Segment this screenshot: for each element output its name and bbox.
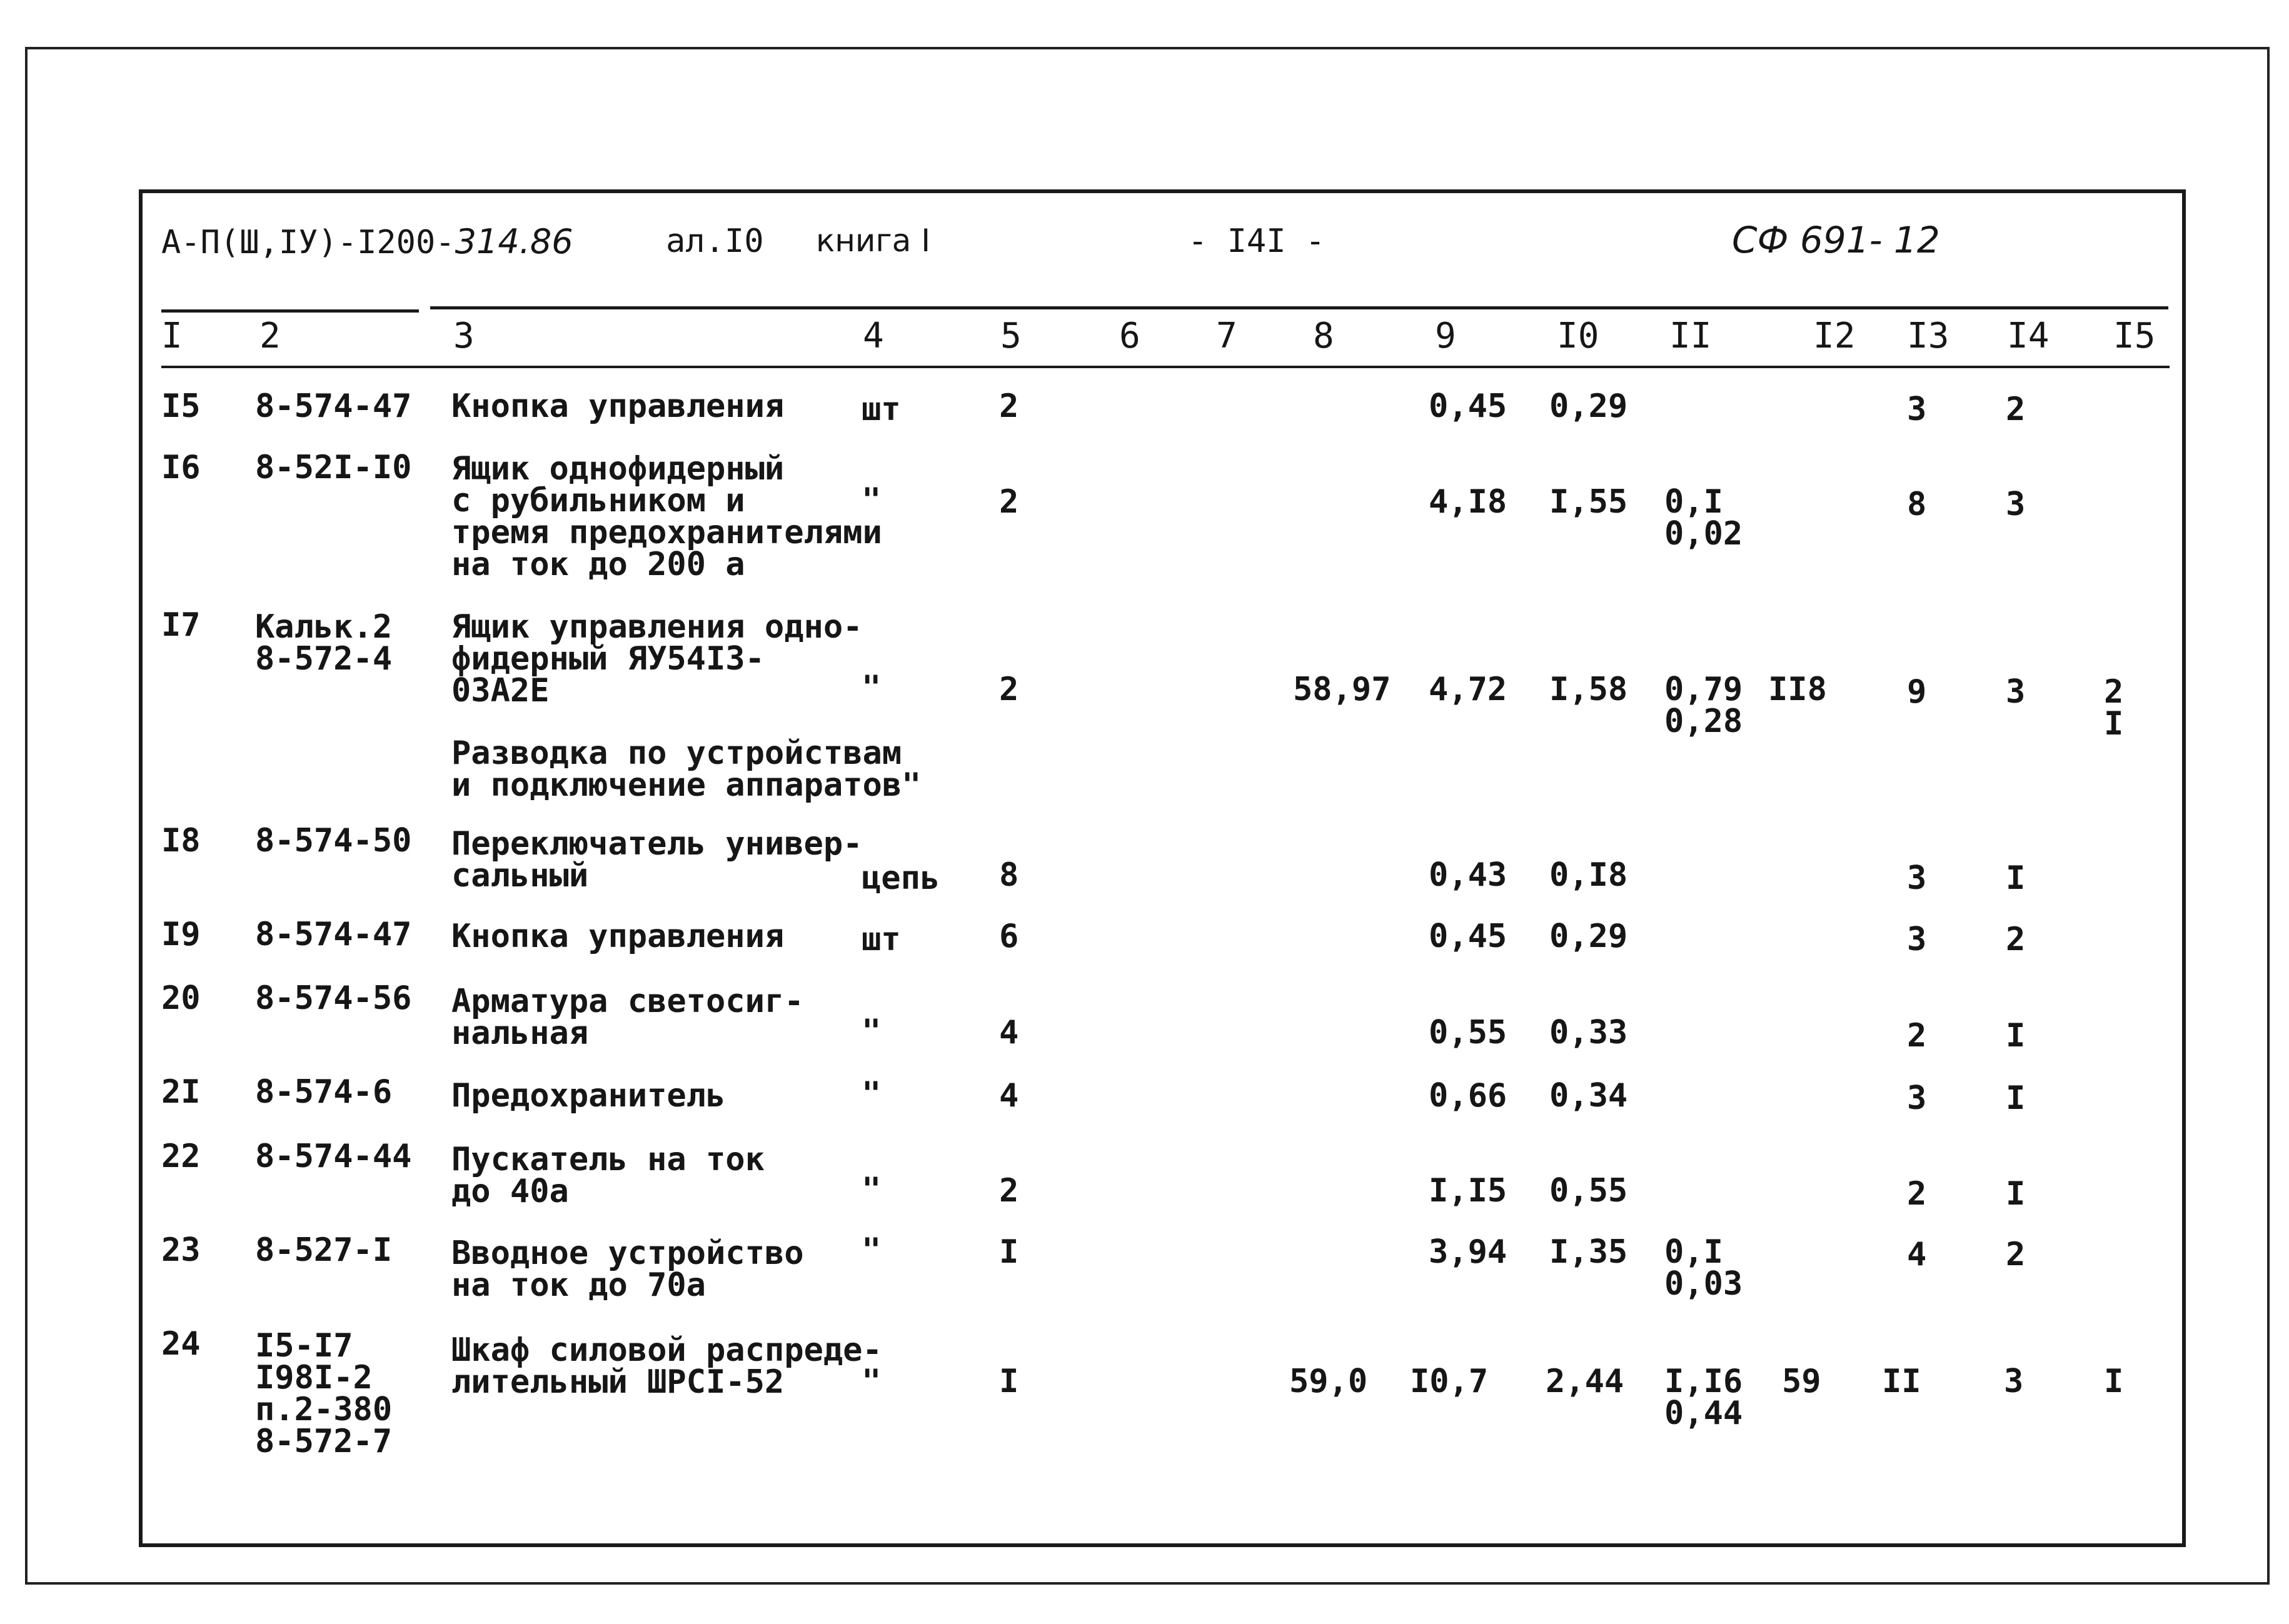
value-col9: 0,55	[1429, 1014, 1507, 1051]
document-code-prefix: А-П(Ш,IУ)-I200-	[161, 224, 455, 261]
value-col14: I	[2006, 860, 2026, 897]
column-number-14: I4	[2007, 316, 2050, 356]
row-number: 22	[161, 1138, 201, 1175]
quantity: 6	[999, 918, 1019, 955]
column-number-4: 4	[863, 316, 884, 356]
unit: шт	[862, 921, 901, 958]
norm-code: 8-574-47	[255, 388, 412, 425]
value-col13: 8	[1907, 486, 1927, 523]
item-description: Кнопка управления	[451, 918, 785, 955]
unit: шт	[862, 391, 901, 428]
value-col9: 4,72	[1429, 671, 1507, 708]
value-col9: I0,7	[1410, 1363, 1489, 1400]
value-col8: 58,97	[1293, 671, 1391, 708]
unit: "	[862, 1171, 882, 1208]
value-col13: 3	[1907, 921, 1927, 958]
value-col11: 0,I 0,02	[1664, 483, 1743, 553]
value-col11: I,I6 0,44	[1664, 1363, 1743, 1432]
value-col13: 3	[1907, 1080, 1927, 1117]
value-col12: 59	[1782, 1363, 1821, 1400]
sheet-code: СФ 691- 12	[1732, 219, 1940, 261]
item-description: Арматура светосиг- нальная	[451, 983, 804, 1052]
value-col9: I,I5	[1429, 1172, 1507, 1210]
header-rule-right	[430, 306, 2168, 309]
value-col13: 4	[1907, 1236, 1927, 1273]
norm-code: 8-527-I	[255, 1231, 393, 1269]
unit: "	[862, 1231, 882, 1269]
value-col10: 0,29	[1549, 388, 1628, 425]
column-number-12: I2	[1813, 316, 1856, 356]
value-col10: 0,55	[1549, 1172, 1628, 1210]
item-description: Предохранитель	[451, 1077, 726, 1115]
value-col13: 2	[1907, 1175, 1927, 1213]
book-label: книга I	[816, 223, 930, 259]
value-col13: 9	[1907, 673, 1927, 711]
column-number-1: I	[161, 316, 183, 356]
norm-code: 8-574-6	[255, 1073, 393, 1111]
row-number: I6	[161, 449, 201, 486]
value-col14: I	[2006, 1080, 2026, 1117]
value-col14: 3	[2006, 486, 2026, 523]
unit: "	[862, 1075, 882, 1113]
document-code	[161, 222, 573, 261]
unit: цепь	[862, 860, 940, 897]
value-col10: 0,34	[1549, 1077, 1628, 1115]
value-col9: 0,45	[1429, 918, 1507, 955]
value-col12: II8	[1768, 671, 1827, 708]
value-col15: 2 I	[2104, 673, 2124, 743]
value-col14: 3	[2006, 673, 2026, 711]
quantity: 2	[999, 671, 1019, 708]
row-number: 20	[161, 980, 201, 1017]
value-col11: 0,79 0,28	[1664, 671, 1743, 740]
value-col9: 0,45	[1429, 388, 1507, 425]
quantity: 2	[999, 1172, 1019, 1210]
value-col14: I	[2006, 1017, 2026, 1055]
unit: "	[862, 1013, 882, 1050]
item-description: Кнопка управления	[451, 388, 785, 425]
quantity: 4	[999, 1014, 1019, 1051]
item-description: Ящик управления одно- фидерный ЯУ54I3- 03А2Е	[451, 608, 863, 709]
column-number-11: II	[1669, 316, 1712, 356]
value-col14: 3	[2004, 1363, 2024, 1400]
norm-code: 8-574-47	[255, 916, 412, 953]
document-code-handwritten: 314.86	[455, 222, 573, 261]
item-description: Переключатель универ- сальный	[451, 825, 863, 895]
value-col10: I,55	[1549, 483, 1628, 521]
column-number-15: I5	[2113, 316, 2156, 356]
value-col10: 0,I8	[1549, 856, 1628, 894]
quantity: I	[999, 1363, 1019, 1400]
norm-code: 8-574-56	[255, 980, 412, 1017]
quantity: 2	[999, 483, 1019, 521]
album-label: ал.I0	[666, 223, 764, 260]
quantity: 8	[999, 856, 1019, 894]
item-description: Вводное устройство на ток до 70а	[451, 1235, 804, 1304]
item-description-note: Разводка по устройствам и подключение аппаратов"	[451, 734, 922, 804]
norm-code: Кальк.2 8-572-4	[255, 608, 393, 678]
row-number: 24	[161, 1325, 201, 1363]
item-description: Ящик однофидерный с рубильником и тремя предохранителями на ток до 200 а	[451, 450, 882, 583]
quantity: 4	[999, 1077, 1019, 1115]
value-col9: 0,43	[1429, 856, 1507, 894]
row-number: I7	[161, 606, 201, 644]
value-col11: 0,I 0,03	[1664, 1233, 1743, 1303]
value-col13: II	[1882, 1363, 1921, 1400]
value-col14: 2	[2006, 921, 2026, 958]
row-number: I9	[161, 916, 201, 953]
column-number-3: 3	[453, 316, 475, 356]
value-col10: 2,44	[1546, 1363, 1624, 1400]
norm-code: 8-574-44	[255, 1138, 412, 1175]
norm-code: I5-I7 I98I-2 п.2-380 8-572-7	[255, 1327, 393, 1460]
column-number-5: 5	[1000, 316, 1022, 356]
column-number-8: 8	[1313, 316, 1334, 356]
quantity: I	[999, 1233, 1019, 1271]
value-col14: 2	[2006, 1236, 2026, 1273]
header-rule-left	[161, 309, 419, 313]
value-col13: 2	[1907, 1017, 1927, 1055]
column-number-9: 9	[1435, 316, 1456, 356]
value-col14: I	[2006, 1175, 2026, 1213]
value-col14: 2	[2006, 391, 2026, 428]
page-number: - I4I -	[1188, 223, 1326, 260]
row-number: 2I	[161, 1073, 201, 1111]
value-col15: I	[2104, 1363, 2124, 1400]
value-col10: I,58	[1549, 671, 1628, 708]
value-col10: 0,29	[1549, 918, 1628, 955]
row-number: 23	[161, 1231, 201, 1269]
row-number: I8	[161, 822, 201, 860]
column-number-10: I0	[1557, 316, 1599, 356]
column-number-13: I3	[1907, 316, 1949, 356]
value-col13: 3	[1907, 391, 1927, 428]
column-header-rule	[161, 366, 2170, 368]
column-number-7: 7	[1216, 316, 1237, 356]
row-number: I5	[161, 388, 201, 425]
value-col10: I,35	[1549, 1233, 1628, 1271]
inner-frame	[139, 189, 2186, 1547]
norm-code: 8-52I-I0	[255, 449, 412, 486]
norm-code: 8-574-50	[255, 822, 412, 860]
value-col9: 3,94	[1429, 1233, 1507, 1271]
quantity: 2	[999, 388, 1019, 425]
item-description: Пускатель на ток до 40а	[451, 1141, 765, 1210]
item-description: Шкаф силовой распреде- лительный ШРСI-52	[451, 1331, 882, 1401]
value-col13: 3	[1907, 860, 1927, 897]
value-col9: 4,I8	[1429, 483, 1507, 521]
column-number-6: 6	[1119, 316, 1140, 356]
value-col10: 0,33	[1549, 1014, 1628, 1051]
unit: "	[862, 1363, 882, 1400]
value-col8: 59,0	[1289, 1363, 1368, 1400]
column-number-2: 2	[259, 316, 281, 356]
value-col9: 0,66	[1429, 1077, 1507, 1115]
unit: "	[862, 669, 882, 706]
unit: "	[862, 481, 882, 519]
